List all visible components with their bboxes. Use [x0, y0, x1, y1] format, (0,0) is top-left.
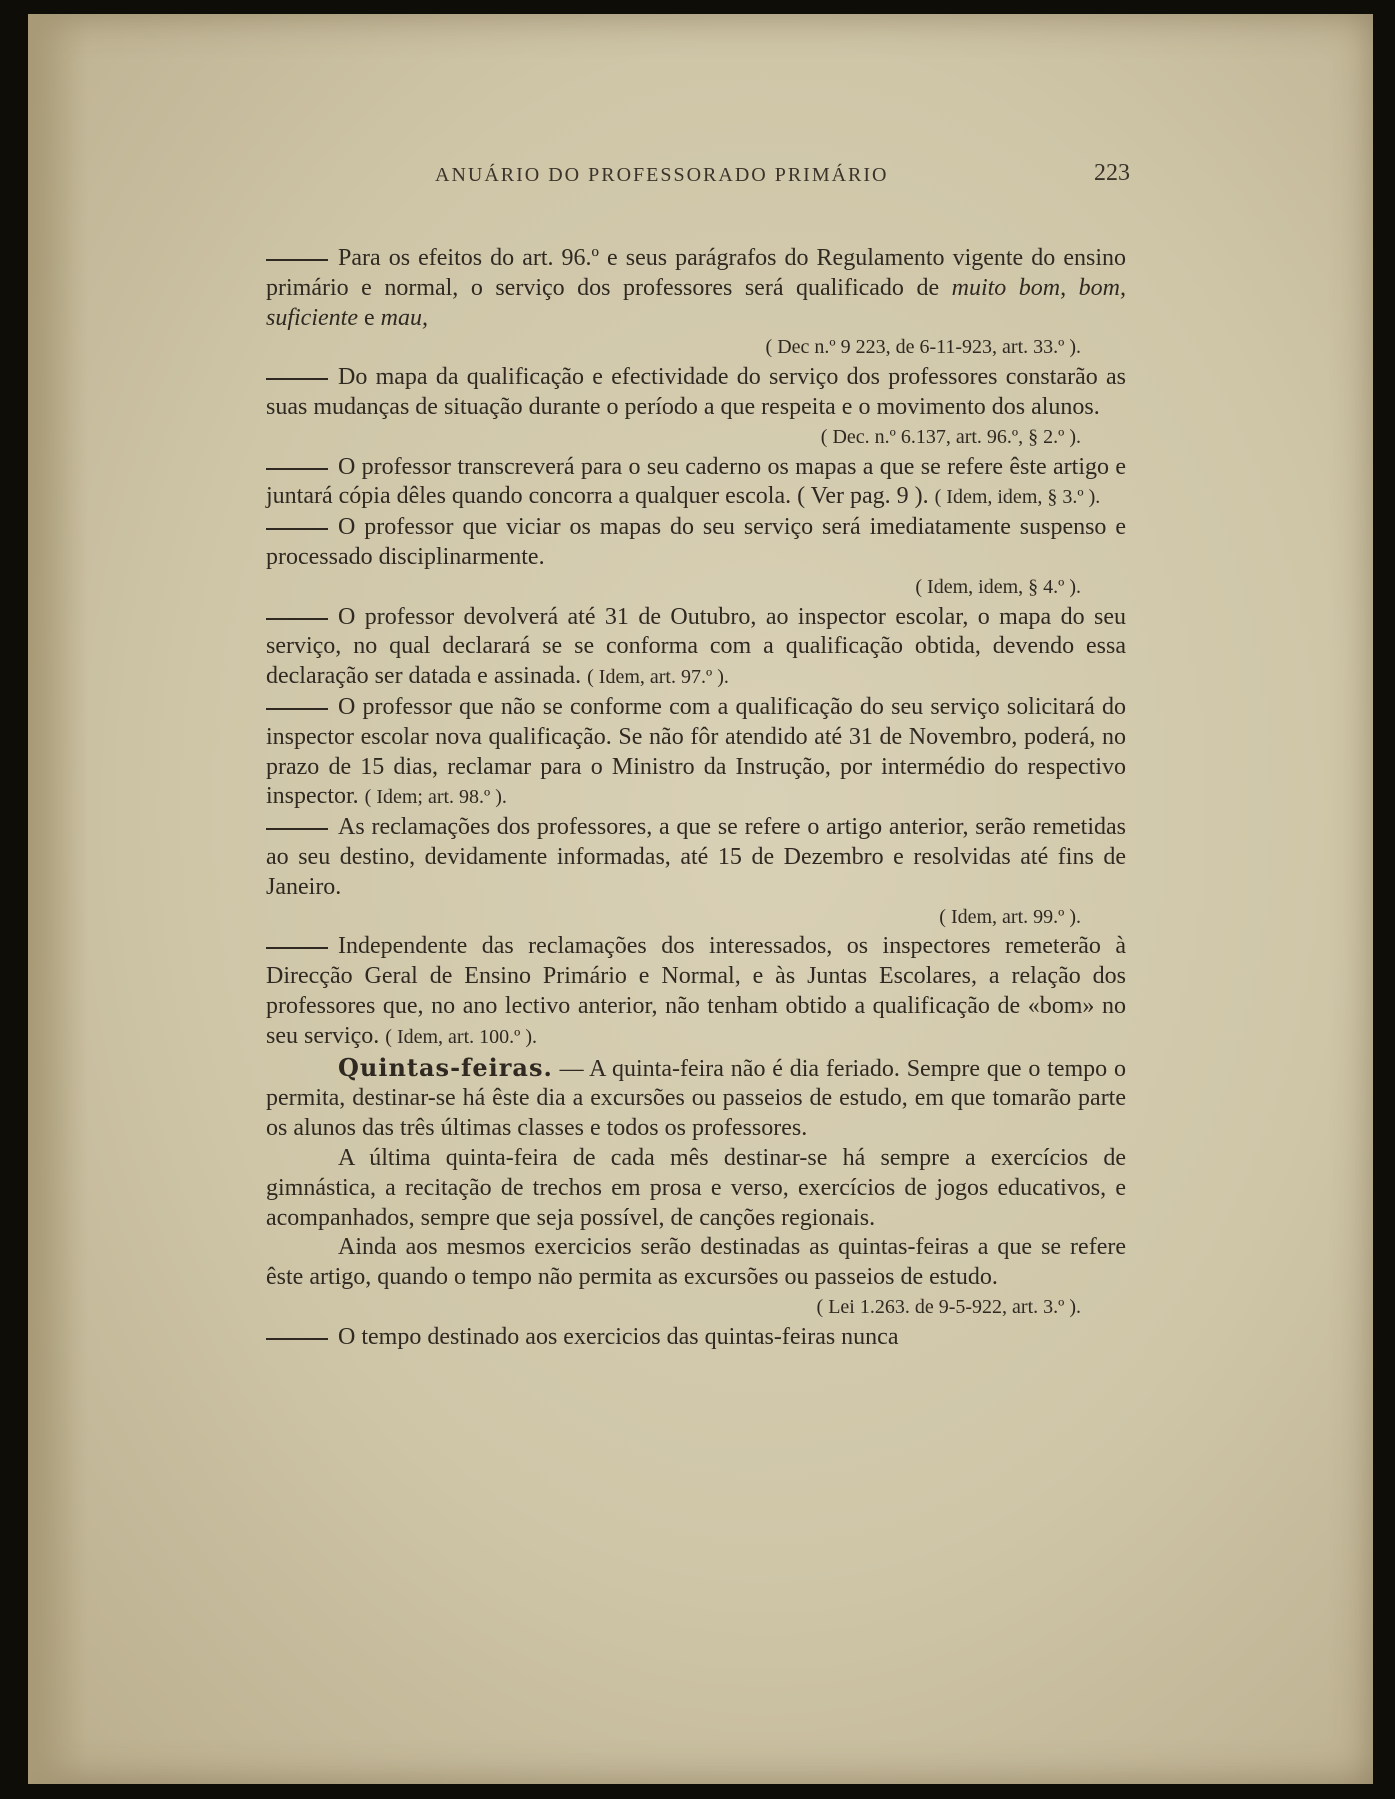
- paragraph-quintas-time: O tempo destinado aos exercicios das quintas-feiras nunca: [266, 1323, 1126, 1353]
- running-title: ANUÁRIO DO PROFESSORADO PRIMÁRIO: [435, 164, 889, 186]
- citation: ( Dec. n.º 6.137, art. 96.º, § 2.º ).: [820, 425, 1081, 448]
- paragraph-quintas-exercises: Ainda aos mesmos exercicios serão destinadas as quintas-feiras a que se refere êste artigo, quando o tempo não permita as excursões ou passeios de estudo.: [266, 1234, 1126, 1291]
- citation: ( Lei 1.263. de 9-5-922, art. 3.º ).: [816, 1295, 1081, 1318]
- qualification-grade-mau: mau,: [380, 304, 428, 331]
- paragraph-inspectors: Independente das reclamações dos interessados, os inspectores remeterão à Direcção Geral de Ensino Primário e Normal, e às Juntas Escolares, a relação dos professores que, no ano lectivo anterior, não tenham obtido a qualificação de «bom» no seu serviço. ( Idem, art. 100.º ).: [266, 932, 1126, 1052]
- paragraph-transcribe: O professor transcreverá para o seu caderno os mapas a que se refere êste artigo e juntará cópia dêles quando concorra a qualquer escola. ( Ver pag. 9 ). ( Idem, idem, § 3.º ).: [266, 453, 1126, 514]
- page-gutter: [28, 14, 88, 1784]
- paragraph-reclamations: As reclamações dos professores, a que se refere o artigo anterior, serão remetidas ao seu destino, devidamente informadas, até 15 de Dezembro e resolvidas até fins de Janeiro.: [266, 813, 1126, 902]
- inline-citation: ( Idem, art. 100.º ).: [385, 1025, 538, 1048]
- citation: ( Idem, idem, § 4.º ).: [915, 575, 1081, 598]
- paragraph-qualification: Para os efeitos do art. 96.º e seus parágrafos do Regulamento vigente do ensino primário e normal, o serviço dos professores será qualificado de muito bom, bom, suficiente e mau,: [266, 244, 1126, 333]
- inline-citation: ( Idem, art. 97.º ).: [587, 666, 729, 689]
- page-number: 223: [1094, 160, 1130, 186]
- paragraph-falsify: O professor que viciar os mapas do seu serviço será imediatamente suspenso e processado disciplinarmente.: [266, 513, 1126, 573]
- paragraph-quintas-last-thursday: A última quinta-feira de cada mês destinar-se há sempre a exercícios de gimnástica, a recitação de trechos em prosa e verso, exercícios de jogos educativos, e acompanhados, sempre que seja possível, de canções regionais.: [266, 1144, 1126, 1231]
- inline-citation: ( Idem; art. 98.º ).: [364, 786, 507, 809]
- citation: ( Dec n.º 9 223, de 6-11-923, art. 33.º ).: [765, 336, 1081, 359]
- page-body: [266, 244, 1126, 1352]
- paragraph-quintas-intro: Quintas-feiras. — A quinta-feira não é dia feriado. Sempre que o tempo o permita, destinar-se há êste dia a excursões ou passeios de estudo, em que tomarão parte os alunos das três últimas classes e todos os professores.: [266, 1052, 1127, 1142]
- qualification-grades: muito bom, bom, suficiente: [266, 274, 1126, 331]
- paragraph-map: Do mapa da qualificação e efectividade do serviço dos professores constarão as suas mudanças de situação durante o período a que respeita e o movimento dos alunos.: [266, 363, 1126, 423]
- paragraph-return-map: O professor devolverá até 31 de Outubro, ao inspector escolar, o mapa do seu serviço, no qual declarará se se conforma com a qualificação obtida, devendo essa declaração ser datada e assinada. ( Idem, art. 97.º ).: [266, 603, 1126, 693]
- section-heading-quintas: Quintas-feiras.: [338, 1052, 553, 1082]
- page-header: [270, 160, 1130, 190]
- paragraph-appeal: O professor que não se conforme com a qualificação do seu serviço solicitará do inspector escolar nova qualificação. Se não fôr atendido até 31 de Novembro, poderá, no prazo de 15 dias, reclamar para o Ministro da Instrução, por intermédio do respectivo inspector. ( Idem; art. 98.º ).: [266, 693, 1126, 813]
- citation: ( Idem, art. 99.º ).: [939, 905, 1081, 928]
- inline-citation: ( Idem, idem, § 3.º ).: [934, 486, 1101, 509]
